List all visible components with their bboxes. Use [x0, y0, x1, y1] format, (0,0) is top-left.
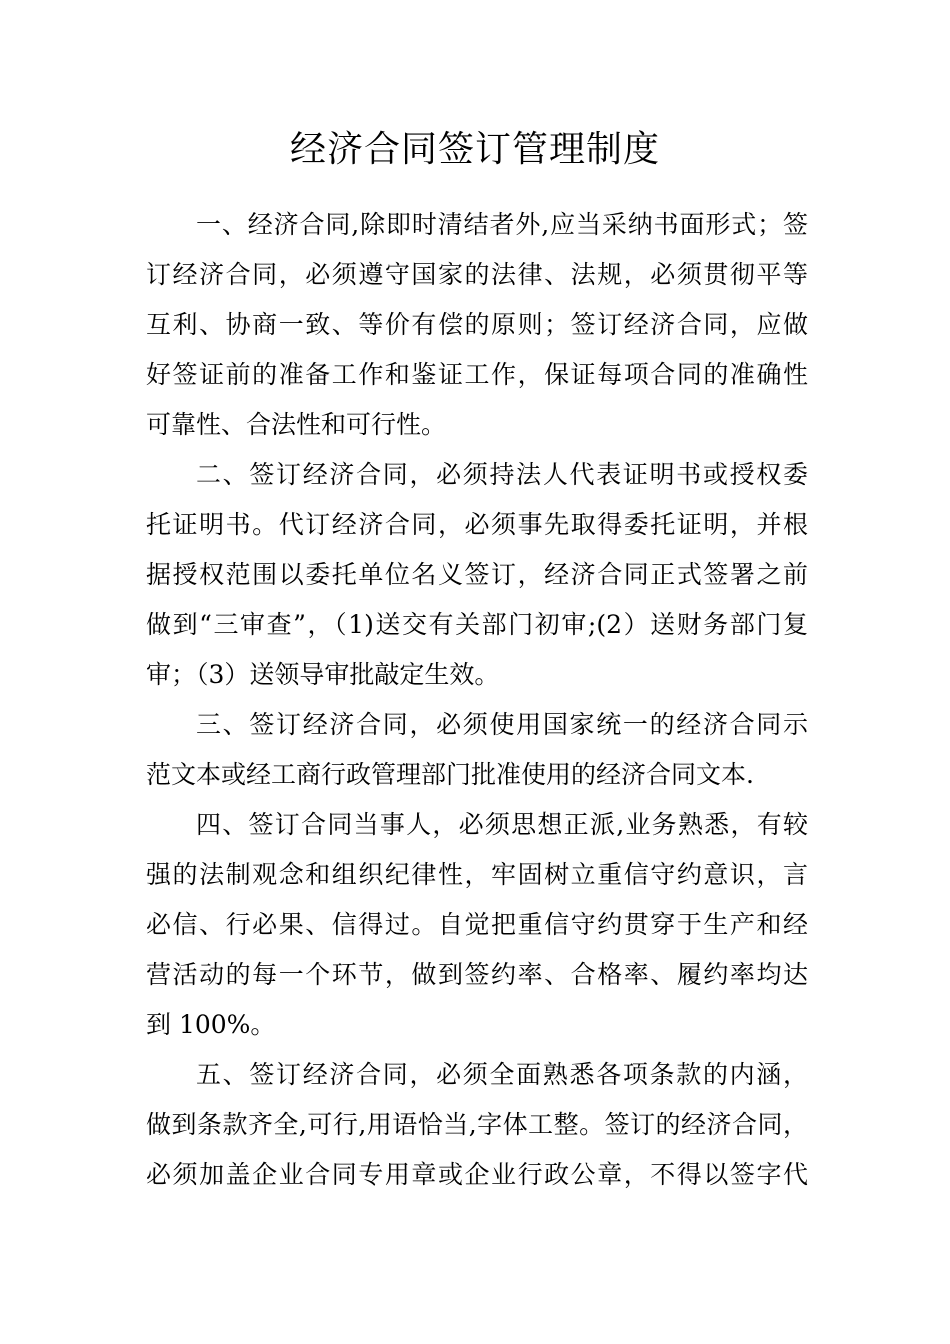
text-line: 四、签订合同当事人，必须思想正派,业务熟悉，有较	[196, 810, 808, 839]
text-line: 互利、协商一致、等价有偿的原则；签订经济合同，应做	[146, 310, 808, 339]
document-body	[146, 200, 808, 1200]
text-line: 范文本或经工商行政管理部门批准使用的经济合同文本.	[146, 760, 754, 789]
text-line: 营活动的每一个环节，做到签约率、合格率、履约率均达	[146, 960, 808, 989]
text-line: 一、经济合同,除即时清结者外,应当采纳书面形式；签	[196, 210, 808, 239]
document-title: 经济合同签订管理制度	[289, 129, 660, 170]
text-line: 好签证前的准备工作和鉴证工作，保证每项合同的准确性	[146, 360, 808, 389]
text-line: 订经济合同，必须遵守国家的法律、法规，必须贯彻平等	[146, 260, 808, 289]
text-line: 可靠性、合法性和可行性。	[146, 410, 447, 439]
text-line: 托证明书。代订经济合同，必须事先取得委托证明，并根	[146, 510, 808, 539]
text-line: 二、签订经济合同，必须持法人代表证明书或授权委	[196, 460, 808, 489]
clause-4	[146, 800, 808, 1050]
text-line: 必信、行必果、信得过。自觉把重信守约贯穿于生产和经	[146, 910, 808, 939]
clause-3	[146, 700, 808, 800]
text-line: 到 100%。	[146, 1010, 276, 1039]
text-line: 做到条款齐全,可行,用语恰当,字体工整。签订的经济合同，	[146, 1110, 808, 1139]
text-line: 做到“三审查”，（1)送交有关部门初审;(2）送财务部门复	[146, 610, 808, 639]
text-line: 审；（3）送领导审批敲定生效。	[146, 660, 500, 689]
clause-2	[146, 450, 808, 700]
text-line: 据授权范围以委托单位名义签订，经济合同正式签署之前	[146, 560, 808, 589]
text-line: 三、签订经济合同，必须使用国家统一的经济合同示	[196, 710, 808, 739]
clause-1	[146, 200, 808, 450]
clause-5	[146, 1050, 808, 1200]
text-line: 五、签订经济合同，必须全面熟悉各项条款的内涵，	[196, 1060, 808, 1089]
text-line: 强的法制观念和组织纪律性，牢固树立重信守约意识，言	[146, 860, 808, 889]
text-line: 必须加盖企业合同专用章或企业行政公章，不得以签字代	[146, 1160, 808, 1189]
